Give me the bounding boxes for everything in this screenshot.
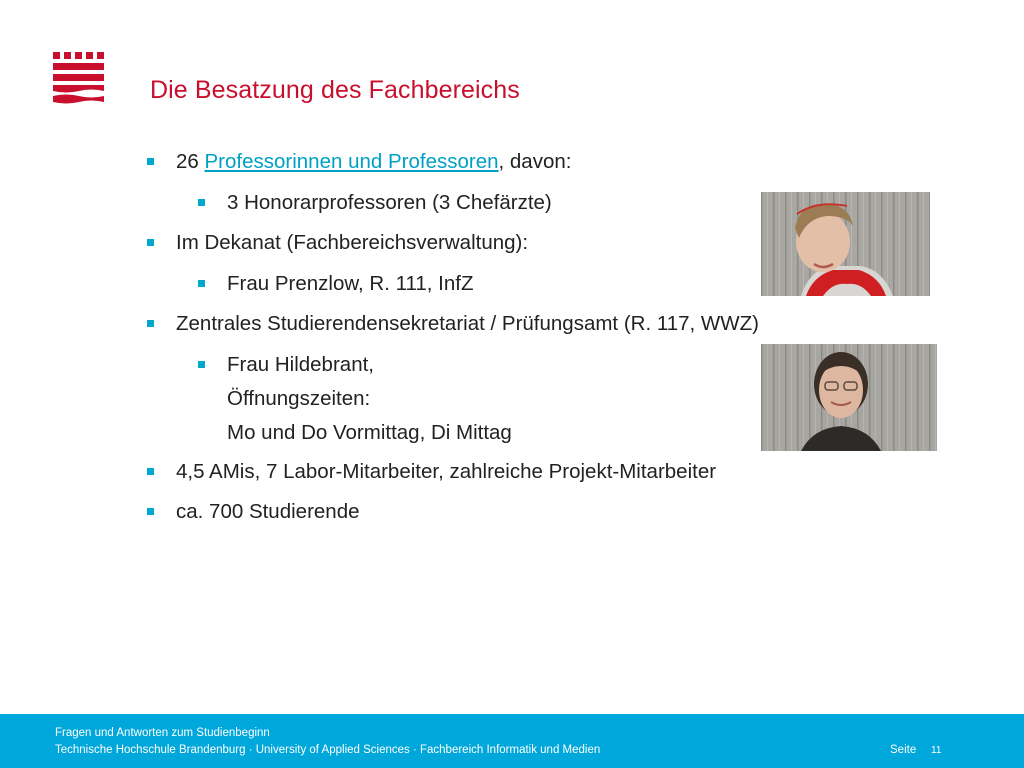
bullet-list	[146, 148, 866, 539]
list-item-text: 4,5 AMis, 7 Labor-Mitarbeiter, zahlreiche Projekt-Mitarbeiter	[176, 459, 717, 483]
list-item-text: 26	[176, 150, 205, 173]
professors-link[interactable]: Professorinnen und Professoren	[204, 150, 499, 173]
list-item-text: Im Dekanat (Fachbereichsverwaltung):	[176, 231, 529, 254]
list-item-dekanat	[146, 229, 866, 257]
portrait-photo-prenzlow	[761, 192, 930, 296]
bullet-square-icon	[198, 199, 205, 206]
list-item-text: ca. 700 Studierende	[176, 500, 360, 523]
bullet-square-icon	[147, 320, 154, 327]
list-item-text: Frau Hildebrant,	[227, 352, 374, 376]
bullet-square-icon	[198, 280, 205, 287]
list-item-text: , davon:	[498, 150, 572, 173]
slide-title: Die Besatzung des Fachbereichs	[150, 76, 520, 104]
list-item-text: Frau Prenzlow, R. 111, InfZ	[227, 271, 474, 295]
list-item-staff	[146, 458, 866, 486]
footer-presentation-title: Fragen und Antworten zum Studienbeginn	[55, 727, 270, 739]
bullet-square-icon	[198, 361, 205, 368]
list-item-text: Mo und Do Vormittag, Di Mittag	[227, 420, 512, 444]
list-item-professors	[146, 148, 866, 176]
list-item-text: Zentrales Studierendensekretariat / Prüfungsamt (R. 117, WWZ)	[176, 312, 759, 335]
bullet-square-icon	[147, 468, 154, 475]
bullet-square-icon	[147, 508, 154, 515]
list-item-text: Öffnungszeiten:	[227, 386, 371, 410]
bullet-square-icon	[147, 239, 154, 246]
footer-page-number: 11	[931, 745, 942, 756]
footer-page-label: Seite	[890, 744, 917, 756]
university-logo-icon	[53, 52, 105, 104]
footer-institution: Technische Hochschule Brandenburg · University of Applied Sciences · Fachbereich Informatik und Medien	[55, 744, 601, 756]
bullet-square-icon	[147, 158, 154, 165]
list-item-text: 3 Honorarprofessoren (3 Chefärzte)	[227, 190, 552, 214]
footer-bar	[0, 714, 1024, 768]
list-item-sekretariat	[146, 310, 866, 338]
list-item-students	[146, 498, 866, 526]
portrait-photo-hildebrant	[761, 344, 937, 451]
